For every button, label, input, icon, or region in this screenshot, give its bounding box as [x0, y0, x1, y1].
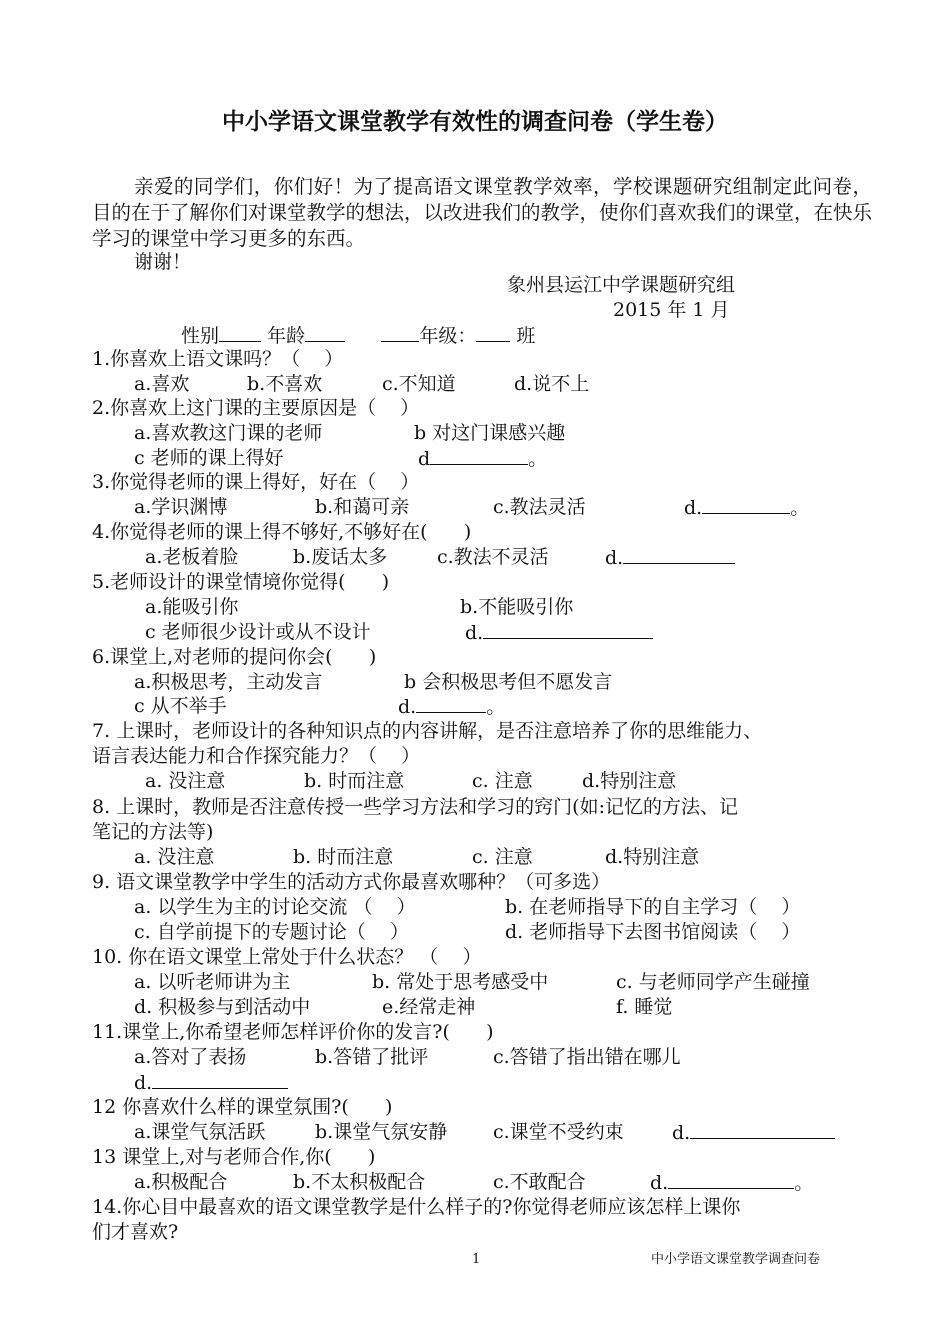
q12-stem: 12 你喜欢什么样的课堂氛围?( ) — [92, 1096, 393, 1118]
q3-option-b: b.和蔼可亲 — [315, 496, 410, 518]
q14-stem-line1: 14.你心目中最喜欢的语文课堂教学是什么样子的?你觉得老师应该怎样上课你 — [92, 1196, 741, 1218]
q2-option-b: b 对这门课感兴趣 — [414, 422, 566, 444]
q11-option-d: d. — [134, 1070, 288, 1095]
q9-stem: 9. 语文课堂教学中学生的活动方式你最喜欢哪种？（可多选） — [92, 871, 611, 893]
q4-option-b: b.废话太多 — [293, 546, 388, 568]
q10-option-e: e.经常走神 — [382, 996, 476, 1018]
page-number: 1 — [472, 1252, 481, 1267]
thanks-text: 谢谢！ — [134, 251, 192, 273]
q3-option-c: c.教法灵活 — [493, 496, 586, 518]
q6-option-a: a.积极思考，主动发言 — [134, 671, 323, 693]
q8-stem-line1: 8. 上课时，教师是否注意传授一些学习方法和学习的窍门(如:记忆的方法、记 — [92, 796, 738, 818]
q10-option-d: d. 积极参与到活动中 — [134, 996, 311, 1018]
q5-option-a: a.能吸引你 — [145, 596, 239, 618]
q9-option-a: a. 以学生为主的讨论交流 （ ） — [134, 896, 416, 918]
grade-blank[interactable] — [381, 323, 419, 342]
q10-stem: 10. 你在语文课堂上常处于什么状态？ （ ） — [92, 946, 482, 968]
q9-option-d: d. 老师指导下去图书馆阅读（ ） — [505, 921, 801, 943]
q2-stem: 2.你喜欢上这门课的主要原因是（ ） — [92, 397, 420, 419]
class-blank[interactable] — [476, 323, 510, 342]
footer-doc-title: 中小学语文课堂教学调查问卷 — [651, 1252, 821, 1267]
q7-stem-line2: 语言表达能力和合作探究能力？（ ） — [92, 745, 421, 767]
q5-option-c: c 老师很少设计或从不设计 — [145, 621, 371, 643]
q14-stem-line2: 们才喜欢? — [92, 1221, 179, 1243]
q6-option-d: d. 。 — [398, 696, 506, 718]
signature-org: 象州县运江中学课题研究组 — [507, 274, 736, 296]
intro-paragraph: 亲爱的同学们，你们好！为了提高语文课堂教学效率，学校课题研究组制定此问卷，目的在于了解你们对课堂教学的想法，以改进我们的教学，使你们喜欢我们的课堂，在快乐学习的课堂中学习更多的东西。 — [92, 175, 873, 250]
q11-option-b: b.答错了批评 — [315, 1046, 429, 1068]
grade-label: 年级： — [419, 325, 477, 347]
q2-option-d: d 。 — [418, 448, 548, 470]
q9-option-b: b. 在老师指导下的自主学习（ ） — [505, 896, 801, 918]
gender-label: 性别 — [181, 325, 220, 347]
q3-option-a: a.学识渊博 — [134, 496, 228, 518]
student-info-line — [181, 323, 535, 348]
q1-option-d: d.说不上 — [514, 373, 590, 395]
q6-option-b: b 会积极思考但不愿发言 — [404, 671, 613, 693]
q12-option-b: b.课堂气氛安静 — [315, 1121, 448, 1143]
q4-stem: 4.你觉得老师的课上得不够好,不够好在( ) — [92, 521, 472, 543]
q3-option-d: d. 。 — [684, 497, 810, 519]
q8-stem-line2: 笔记的方法等) — [92, 821, 214, 843]
q10-option-a: a. 以听老师讲为主 — [134, 971, 291, 993]
q7-option-b: b. 时而注意 — [304, 770, 405, 792]
q5-stem: 5.老师设计的课堂情境你觉得( ) — [92, 571, 390, 593]
q7-stem-line1: 7. 上课时，老师设计的各种知识点的内容讲解，是否注意培养了你的思维能力、 — [92, 720, 763, 742]
q4-d-blank[interactable] — [623, 545, 735, 564]
q13-option-c: c.不敢配合 — [493, 1171, 586, 1193]
q4-option-c: c.教法不灵活 — [437, 546, 549, 568]
q11-option-c: c.答错了指出错在哪儿 — [493, 1046, 681, 1068]
q10-option-c: c. 与老师同学产生碰撞 — [616, 971, 810, 993]
q13-option-d: d. 。 — [650, 1172, 814, 1194]
q12-option-d: d. — [672, 1120, 835, 1145]
q13-stem: 13 课堂上,对与老师合作,你( ) — [92, 1146, 376, 1168]
q11-d-blank[interactable] — [152, 1070, 288, 1089]
q8-option-c: c. 注意 — [472, 846, 533, 868]
page-title: 中小学语文课堂教学有效性的调查问卷（学生卷） — [222, 109, 728, 135]
q7-option-d: d.特别注意 — [582, 770, 677, 792]
q10-option-f: f. 睡觉 — [616, 996, 673, 1018]
q8-option-b: b. 时而注意 — [293, 846, 394, 868]
q9-option-c: c. 自学前提下的专题讨论（ ） — [134, 921, 409, 943]
q3-d-blank[interactable] — [702, 495, 790, 514]
q11-option-a: a.答对了表扬 — [134, 1046, 247, 1068]
class-label: 班 — [516, 325, 536, 347]
q1-option-a: a.喜欢 — [134, 373, 190, 395]
age-blank[interactable] — [305, 323, 345, 342]
q7-option-c: c. 注意 — [472, 770, 533, 792]
q13-option-a: a.积极配合 — [134, 1171, 228, 1193]
q4-option-a: a.老板着脸 — [145, 546, 239, 568]
q12-option-a: a.课堂气氛活跃 — [134, 1121, 266, 1143]
q2-option-c: c 老师的课上得好 — [134, 447, 284, 469]
q7-option-a: a. 没注意 — [145, 770, 226, 792]
q13-d-blank[interactable] — [668, 1170, 794, 1189]
q6-stem: 6.课堂上,对老师的提问你会( ) — [92, 646, 377, 668]
signature-date: 2015 年 1 月 — [613, 299, 730, 321]
q1-option-c: c.不知道 — [382, 373, 456, 395]
q3-stem: 3.你觉得老师的课上得好，好在（ ） — [92, 471, 420, 493]
q6-d-blank[interactable] — [416, 694, 486, 713]
q6-option-c: c 从不举手 — [134, 695, 227, 717]
q11-stem: 11.课堂上,你希望老师怎样评价你的发言?( ) — [92, 1021, 494, 1043]
q2-d-blank[interactable] — [430, 446, 528, 465]
q8-option-a: a. 没注意 — [134, 846, 215, 868]
q12-option-c: c.课堂不受约束 — [493, 1121, 624, 1143]
q13-option-b: b.不太积极配合 — [293, 1171, 426, 1193]
gender-blank[interactable] — [219, 323, 261, 342]
q12-d-blank[interactable] — [690, 1120, 835, 1139]
q10-option-b: b. 常处于思考感受中 — [372, 971, 549, 993]
q2-option-a: a.喜欢教这门课的老师 — [134, 422, 323, 444]
q8-option-d: d.特别注意 — [605, 846, 700, 868]
q1-stem: 1.你喜欢上语文课吗？（ ） — [92, 348, 344, 370]
q5-d-blank[interactable] — [483, 620, 653, 639]
q5-option-b: b.不能吸引你 — [460, 596, 574, 618]
age-label: 年龄 — [267, 325, 306, 347]
q5-option-d: d. — [465, 620, 653, 645]
q4-option-d: d. — [605, 545, 735, 570]
q1-option-b: b.不喜欢 — [247, 373, 323, 395]
